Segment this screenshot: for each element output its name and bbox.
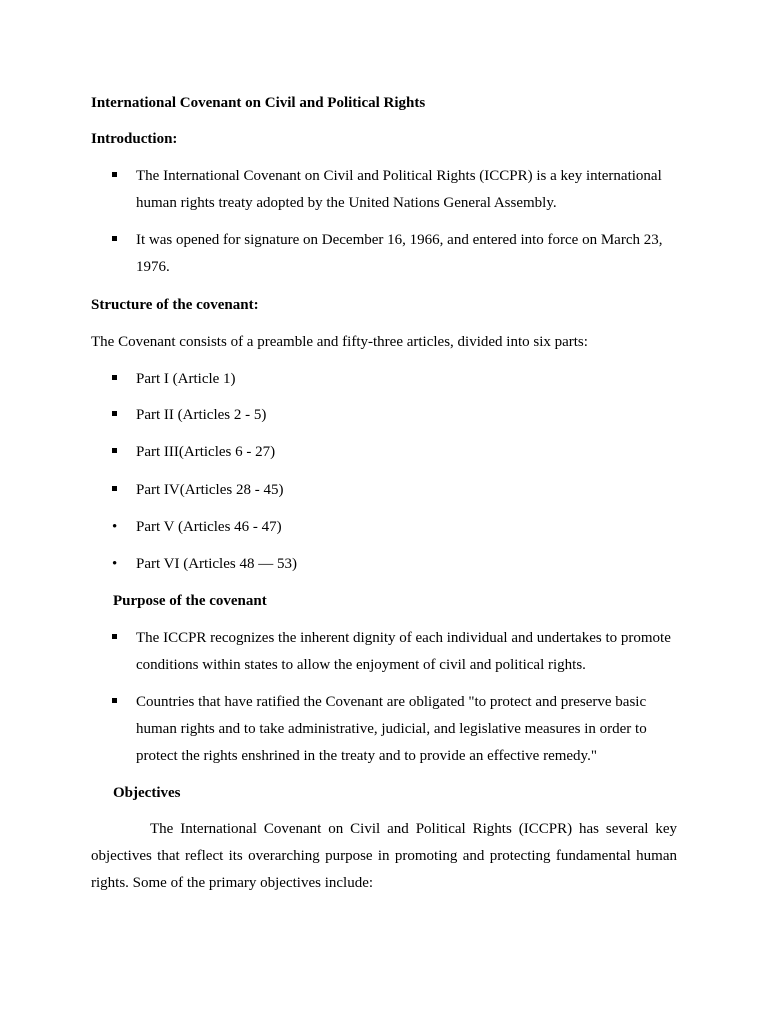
introduction-heading: Introduction: [91, 131, 178, 147]
purpose-bullet-1-line-2: conditions within states to allow the enjoyment of civil and political rights. [136, 657, 586, 673]
square-bullet-icon [112, 628, 124, 648]
purpose-bullet-1-line-1: The ICCPR recognizes the inherent dignity of each individual and undertakes to promote [136, 630, 671, 646]
purpose-heading: Purpose of the covenant [113, 593, 267, 609]
structure-intro: The Covenant consists of a preamble and fifty-three articles, divided into six parts: [91, 334, 588, 350]
document-title: International Covenant on Civil and Political Rights [91, 95, 426, 111]
structure-heading: Structure of the covenant: [91, 297, 259, 313]
square-bullet-icon [112, 692, 124, 712]
square-bullet-icon [112, 369, 124, 389]
square-bullet-icon [112, 442, 124, 462]
square-bullet-icon [112, 230, 124, 250]
square-bullet-icon [112, 405, 124, 425]
square-bullet-icon [112, 480, 124, 500]
intro-bullet-1-line-1: The International Covenant on Civil and Political Rights (ICCPR) is a key international [136, 168, 662, 184]
part-item-6: Part VI (Articles 48 — 53) [136, 556, 297, 572]
purpose-bullet-2-line-2: human rights and to take administrative, judicial, and legislative measures in order to [136, 721, 647, 737]
objectives-paragraph: The International Covenant on Civil and Political Rights (ICCPR) has several key objectives that reflect its overarching purpose in promoting and protecting fundamental human rights. Some of the primary objectives include: [91, 821, 677, 891]
round-bullet-icon [112, 554, 124, 575]
purpose-bullet-2-line-1: Countries that have ratified the Covenant are obligated "to protect and preserve basic [136, 694, 647, 710]
part-item-5: Part V (Articles 46 - 47) [136, 519, 282, 535]
purpose-bullet-2-line-3: protect the rights enshrined in the treaty and to provide an effective remedy." [136, 748, 597, 764]
intro-bullet-2-line-1: It was opened for signature on December 16, 1966, and entered into force on March 23, [136, 232, 663, 248]
square-bullet-icon [112, 166, 124, 186]
objectives-heading: Objectives [113, 785, 181, 801]
part-item-2: Part II (Articles 2 - 5) [136, 407, 267, 423]
part-item-1: Part I (Article 1) [136, 371, 236, 387]
intro-bullet-2-line-2: 1976. [136, 259, 170, 275]
part-item-4: Part IV(Articles 28 - 45) [136, 482, 284, 498]
part-item-3: Part III(Articles 6 - 27) [136, 444, 276, 460]
intro-bullet-1-line-2: human rights treaty adopted by the United Nations General Assembly. [136, 195, 557, 211]
round-bullet-icon [112, 517, 124, 538]
